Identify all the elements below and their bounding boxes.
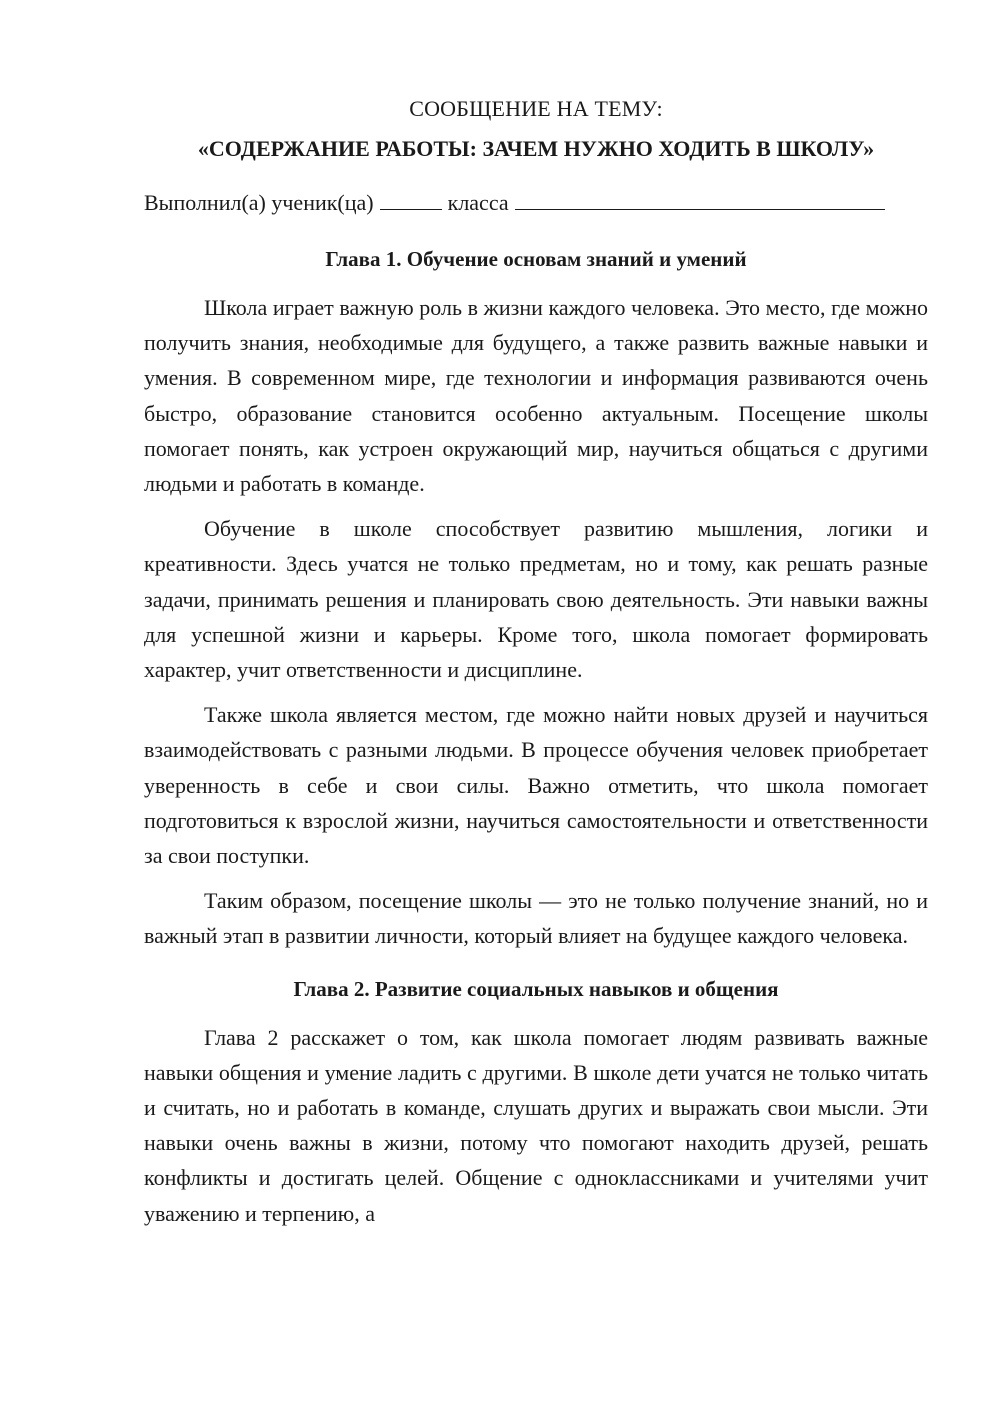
author-line bbox=[144, 186, 928, 220]
chapter-1-paragraph-2: Обучение в школе способствует развитию мышления, логики и креативности. Здесь учатся не только предметам, но и тому, как решать разные задачи, принимать решения и планировать свою деятельность. Эти навыки важны для успешной жизни и карьеры. Кроме того, школа помогает формировать характер, учит ответственности и дисциплине. bbox=[144, 516, 928, 683]
student-name-blank bbox=[515, 189, 885, 210]
chapter-2-heading: Глава 2. Развитие социальных навыков и общения bbox=[293, 976, 779, 1001]
class-label: класса bbox=[447, 190, 509, 215]
class-number-blank bbox=[380, 189, 442, 210]
document-title-line1: СООБЩЕНИЕ НА ТЕМУ: bbox=[409, 96, 663, 121]
chapter-1-heading: Глава 1. Обучение основам знаний и умений bbox=[325, 247, 747, 271]
chapter-1-paragraph-4: Таким образом, посещение школы — это не только получение знаний, но и важный этап в развитии личности, который влияет на будущее каждого человека. bbox=[144, 888, 928, 949]
document-page bbox=[144, 92, 928, 1231]
chapter-1-paragraph-1: Школа играет важную роль в жизни каждого человека. Это место, где можно получить знания, необходимые для будущего, а также развить важные навыки и умения. В современном мире, где технологии и информация развиваются очень быстро, образование становится особенно актуальным. Посещение школы помогает понять, как устроен окружающий мир, научиться общаться с другими людьми и работать в команде. bbox=[144, 295, 928, 497]
chapter-2-paragraph-1: Глава 2 расскажет о том, как школа помогает людям развивать важные навыки общения и умение ладить с другими. В школе дети учатся не только читать и считать, но и работать в команде, слушать других и выражать свои мысли. Эти навыки очень важны в жизни, потому что помогают находить друзей, решать конфликты и достигать целей. Общение с одноклассниками и учителями учит уважению и терпению, а bbox=[144, 1024, 928, 1226]
document-title-line2: «СОДЕРЖАНИЕ РАБОТЫ: ЗАЧЕМ НУЖНО ХОДИТЬ В ШКОЛУ» bbox=[197, 136, 875, 161]
chapter-1-paragraph-3: Также школа является местом, где можно найти новых друзей и научиться взаимодействовать с разными людьми. В процессе обучения человек приобретает уверенность в себе и свои силы. Важно отметить, что школа помогает подготовиться к взрослой жизни, научиться самостоятельности и ответственности за свои поступки. bbox=[144, 702, 928, 869]
author-prefix: Выполнил(а) ученик(ца) bbox=[144, 190, 374, 215]
